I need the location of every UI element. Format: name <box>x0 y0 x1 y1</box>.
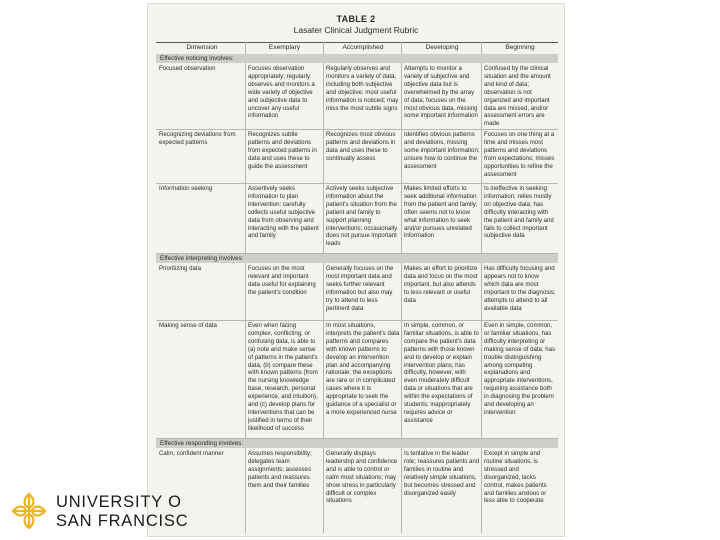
accomplished-cell: Regularly observes and monitors a variety of data, including both subjective and objective; most useful information is noticed; may miss the most subtle signs <box>326 65 399 112</box>
section-heading-responding: Effective responding involves: <box>156 439 558 448</box>
exemplary-cell: Recognizes subtle patterns and deviations from expected patterns in data and uses these to guide the assessment <box>248 131 317 170</box>
beginning-cell: Except in simple and routine situations, is stressed and disorganized, lacks control, makes patients and families anxious or less able to cooperate <box>484 450 547 505</box>
table-row <box>156 320 558 439</box>
table-row <box>156 63 558 130</box>
accomplished-cell: Generally focuses on the most important data and seeks further relevant information but also may try to attend to less pertinent data <box>326 265 394 312</box>
accomplished-cell: In most situations, interprets the patient's data patterns and compares with known patterns to develop an intervention plan and accompanying rationale; the exceptions are rare or in complicated cases where it is appropriate to seek the guidance of a specialist or a more experienced nurse <box>326 322 400 416</box>
table-row <box>156 129 558 184</box>
table-title: Lasater Clinical Judgment Rubric <box>293 25 419 35</box>
usf-cross-icon <box>10 491 48 531</box>
dimension-cell: Recognizing deviations from expected patterns <box>159 131 236 146</box>
exemplary-cell: Focuses observation appropriately; regularly observes and monitors a wide variety of objective and subjective data to uncover any useful information <box>248 65 315 120</box>
section-heading-noticing: Effective noticing involves: <box>156 54 558 63</box>
section-heading-interpreting: Effective interpreting involves: <box>156 254 558 263</box>
exemplary-cell: Focuses on the most relevant and important data useful for explaining the patient's condition <box>248 265 316 296</box>
developing-cell: Identifies obvious patterns and deviations, missing some important information; unsure how to continue the assessment <box>404 131 480 170</box>
exemplary-cell: Assertively seeks information to plan intervention: carefully collects useful subjective data from observing and interacting with the patient and family <box>248 185 319 240</box>
developing-cell: Is tentative in the leader role; reassures patients and families in routine and relatively simple situations, but becomes stressed and disorganized easily <box>404 450 480 497</box>
accomplished-cell: Generally displays leadership and confidence and is able to control or calm most situations; may show stress in particularly difficult or complex situations <box>326 450 398 505</box>
accomplished-cell: Recognizes most obvious patterns and deviations in data and uses these to continually assess <box>326 131 396 162</box>
dimension-cell: Prioritizing data <box>159 265 201 272</box>
exemplary-cell: Assumes responsibility; delegates team assignments; assesses patients and reassures them and their families <box>248 450 312 489</box>
beginning-cell: Confused by the clinical situation and the amount and kind of data; observation is not organized and important data are missed, and/or assessment errors are made <box>484 65 551 128</box>
developing-cell: Makes limited efforts to seek additional information from the patient and family; often seems not to know what information to seek and/or pursues unrelated information <box>404 185 478 240</box>
table-row <box>156 263 558 321</box>
accomplished-cell: Actively seeks subjective information about the patient's situation from the patient and family to support planning interventions; occasionally does not pursue important leads <box>326 185 398 248</box>
dimension-cell: Making sense of data <box>159 322 217 329</box>
dimension-cell: Calm, confident manner <box>159 450 224 457</box>
column-header-dimension: Dimension <box>186 44 218 51</box>
table-row <box>156 448 558 533</box>
table-number: TABLE 2 <box>336 14 376 24</box>
beginning-cell: Even in simple, common, or familiar situations, has difficulty interpreting or making sense of data; has trouble distinguishing among competing explanations and appropriate interventions, requiring assistance both in diagnosing the problem and developing an intervention <box>484 322 556 416</box>
beginning-cell: Is ineffective in seeking information; relies mostly on objective data; has difficulty interacting with the patient and family and fails to collect important subjective data <box>484 185 554 240</box>
beginning-cell: Has difficulty focusing and appears not to know which data are most important to the diagnosis; attempts to attend to all available data <box>484 265 556 312</box>
dimension-cell: Information seeking <box>159 185 213 192</box>
column-header-accomplished: Accomplished <box>342 44 384 51</box>
developing-cell: Makes an effort to prioritize data and focus on the most important, but also attends to less relevant or useful data <box>404 265 478 304</box>
column-header-beginning: Beginning <box>505 44 535 51</box>
developing-cell: Attempts to monitor a variety of subjective and objective data but is overwhelmed by the array of data; focuses on the most obvious data, missing some important information <box>404 65 478 120</box>
developing-cell: In simple, common, or familiar situations, is able to compare the patient's data patterns with those known and to develop or explain intervention plans; has difficulty, however, with even moderately difficult data or situations that are within the expectations of students; inappropriately requires advice or assistance <box>404 322 479 424</box>
dimension-cell: Focused observation <box>159 65 216 72</box>
column-header-developing: Developing <box>425 44 459 51</box>
table-row <box>156 183 558 254</box>
logo-line-san-francisco: SAN FRANCISC <box>56 512 189 530</box>
exemplary-cell: Even when facing complex, conflicting, or confusing data, is able to (a) note and make sense of patterns in the patient's data, (b) compare these with known patterns (from the nursing knowledge base, research, personal experience, and intuition), and (c) develop plans for interventions that can be justified in terms of their likelihood of success <box>248 322 318 432</box>
beginning-cell: Focuses on one thing at a time and misses most patterns and deviations from expectations; misses opportunities to refine the assessment <box>484 131 555 178</box>
rubric-page <box>147 3 565 537</box>
university-logo <box>10 490 189 535</box>
column-header-exemplary: Exemplary <box>268 44 301 51</box>
logo-line-university: UNIVERSITY O <box>56 493 182 511</box>
